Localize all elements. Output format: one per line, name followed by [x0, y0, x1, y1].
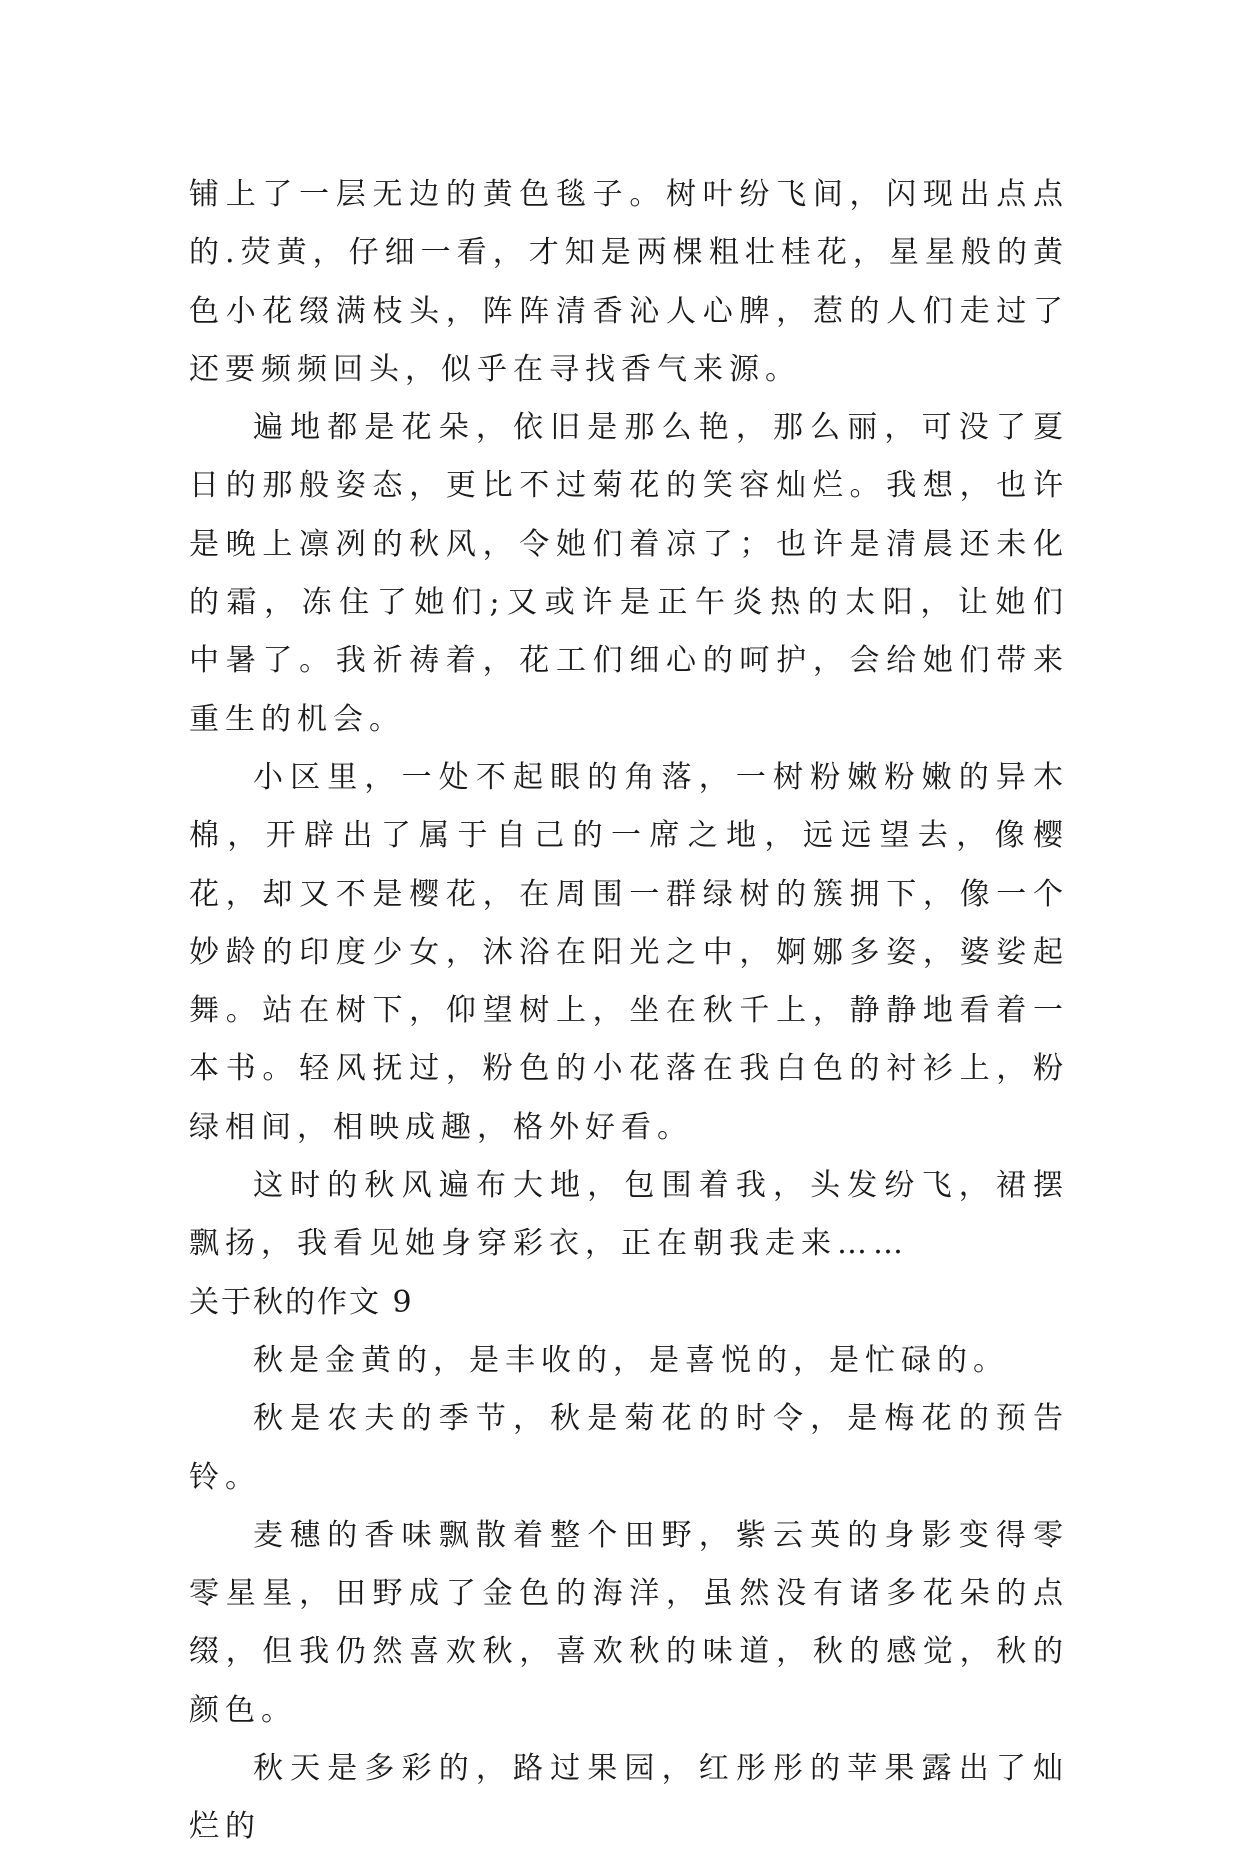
- paragraph-autumn-golden: 秋是金黄的，是丰收的，是喜悦的，是忙碌的。: [253, 1342, 1009, 1378]
- paragraph-flowers: 遍地都是花朵，依旧是那么艳，那么丽，可没了夏日的那般姿态，更比不过菊花的笑容灿烂。我想，也许是晚上凛冽的秋风，令她们着凉了；也许是清晨还未化的霜，冻住了她们;又或许是正午炎热的太阳，让她们中暑了。我祈祷着，花工们细心的呵护，会给她们带来重生的机会。: [189, 410, 1069, 737]
- paragraph-kapok-tree: 小区里，一处不起眼的角落，一树粉嫩粉嫩的异木棉，开辟出了属于自己的一席之地，远远望去，像樱花，却又不是樱花，在周围一群绿树的簇拥下，像一个妙龄的印度少女，沐浴在阳光之中，婀娜多姿，婆娑起舞。站在树下，仰望树上，坐在秋千上，静静地看着一本书。轻风抚过，粉色的小花落在我白色的衬衫上，粉绿相间，相映成趣，格外好看。: [189, 759, 1069, 1145]
- paragraph-wheat-field: 麦穗的香味飘散着整个田野，紫云英的身影变得零零星星，田野成了金色的海洋，虽然没有诸多花朵的点缀，但我仍然喜欢秋，喜欢秋的味道，秋的感觉，秋的颜色。: [189, 1517, 1069, 1728]
- document-body: [189, 166, 1069, 1857]
- essay-heading: 关于秋的作文 9: [189, 1284, 414, 1320]
- paragraph-colorful-autumn: 秋天是多彩的，路过果园，红彤彤的苹果露出了灿烂的: [189, 1751, 1069, 1845]
- paragraph-autumn-wind: 这时的秋风遍布大地，包围着我，头发纷飞，裙摆飘扬，我看见她身穿彩衣，正在朝我走来……: [189, 1168, 1069, 1262]
- paragraph-farmer-season: 秋是农夫的季节，秋是菊花的时令，是梅花的预告铃。: [189, 1401, 1069, 1495]
- paragraph-continuation: 铺上了一层无边的黄色毯子。树叶纷飞间，闪现出点点的.荧黄，仔细一看，才知是两棵粗壮桂花，星星般的黄色小花缀满枝头，阵阵清香沁人心脾，惹的人们走过了还要频频回头，似乎在寻找香气来源。: [189, 177, 1069, 387]
